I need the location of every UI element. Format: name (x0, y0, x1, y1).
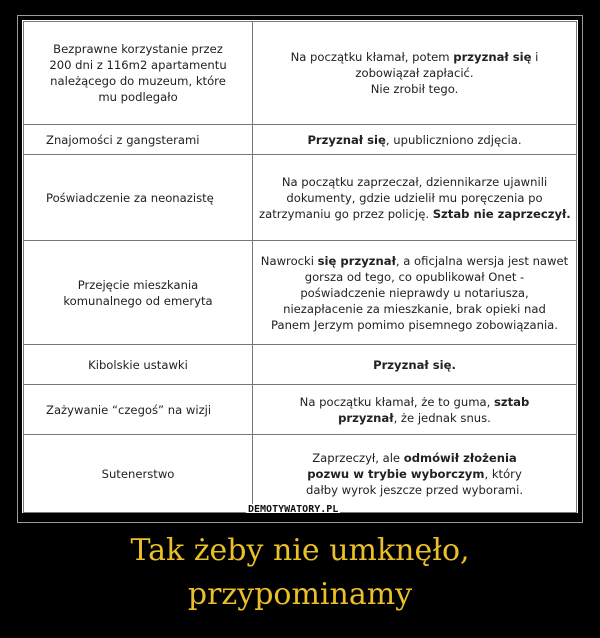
bold-text: Sztab nie zaprzeczył. (432, 206, 571, 221)
row-status-cell (253, 435, 577, 513)
status-line (259, 482, 570, 498)
row-topic-cell (24, 385, 253, 435)
text-segment: Na początku kłamał, że to guma, (299, 394, 494, 409)
table-body (24, 22, 577, 513)
table-row (24, 385, 577, 435)
text-segment: Nawrocki (260, 253, 318, 268)
caption-line-1: Tak żeby nie umknęło, (130, 533, 470, 568)
caption (0, 529, 600, 617)
bold-text: przyznał (338, 410, 394, 425)
topic-line: Bezprawne korzystanie przez (53, 42, 223, 56)
text-segment: zatrzymaniu go przez policję. (259, 206, 433, 221)
status-line (259, 410, 570, 426)
table-row (24, 155, 577, 241)
topic-line: należącego do muzeum, które (50, 74, 226, 88)
text-segment: dałby wyrok jeszcze przed wyborami. (305, 482, 524, 497)
text-segment: dokumenty, gdzie udzielił mu poręczenia po (286, 190, 543, 205)
watermark: DEMOTYWATORY.PL (246, 504, 340, 513)
table-row (24, 125, 577, 155)
topic-line: Zażywanie “czegoś” na wizji (46, 402, 212, 417)
topic-line: Przejęcie mieszkania (77, 277, 199, 292)
topic-line: 200 dni z 116m2 apartamentu (49, 58, 227, 72)
status-line (259, 65, 570, 81)
table-image (22, 20, 578, 513)
row-status-cell (253, 241, 577, 345)
status-line (259, 394, 570, 410)
bold-text: odmówił złożenia (403, 450, 517, 465)
row-topic-cell (24, 435, 253, 513)
status-line (259, 132, 570, 148)
text-segment: i (531, 50, 539, 64)
text-segment: zobowiązał zapłacić. (355, 66, 474, 80)
status-line (259, 285, 570, 301)
row-topic-cell (24, 125, 253, 155)
status-line (259, 269, 570, 285)
table-row (24, 241, 577, 345)
row-status-cell (253, 22, 577, 125)
bold-text: pozwu w trybie wyborczym (307, 466, 485, 481)
status-line (259, 301, 570, 317)
text-segment: , upubliczniono zdjęcia. (385, 132, 522, 147)
row-topic-cell (24, 22, 253, 125)
row-topic-cell (24, 155, 253, 241)
row-status-cell (253, 385, 577, 435)
text-segment: niezapłacenie za mieszkanie, brak opieki nad (283, 301, 546, 316)
topic-line: mu podlegało (98, 90, 178, 104)
bold-text: się przyznał (317, 253, 396, 268)
status-line (259, 466, 570, 482)
text-segment: Nie zrobił tego. (370, 82, 459, 96)
bold-text: Przyznał się. (373, 357, 456, 372)
status-line (259, 206, 570, 222)
topic-line: Sutenerstwo (101, 466, 175, 481)
text-segment: gorsza od tego, co opublikował Onet - (304, 269, 525, 284)
row-topic-cell (24, 345, 253, 385)
row-topic-cell (24, 241, 253, 345)
status-line (259, 253, 570, 269)
topic-line: Kibolskie ustawki (88, 357, 188, 372)
text-segment: , że jednak snus. (393, 410, 491, 425)
table-row (24, 22, 577, 125)
topic-line: Poświadczenie za neonazistę (46, 190, 214, 205)
status-line (259, 450, 570, 466)
text-segment: poświadczenie nieprawdy u notariusza, (300, 285, 529, 300)
text-segment: Na początku zaprzeczał, dziennikarze ujawnili (281, 174, 548, 189)
topic-line: Znajomości z gangsterami (46, 132, 200, 147)
row-status-cell (253, 125, 577, 155)
table-row (24, 345, 577, 385)
comparison-table (23, 21, 577, 513)
status-line (259, 49, 570, 65)
status-line (259, 174, 570, 190)
caption-line-2: przypominamy (187, 577, 413, 612)
topic-line: komunalnego od emeryta (63, 293, 213, 308)
bold-text: sztab (493, 394, 530, 409)
status-line (259, 317, 570, 333)
bold-text: Przyznał się (307, 132, 386, 147)
row-status-cell (253, 155, 577, 241)
bold-text: przyznał się (453, 50, 532, 64)
row-status-cell (253, 345, 577, 385)
status-line (259, 190, 570, 206)
text-segment: Panem Jerzym pomimo pisemnego zobowiązania. (271, 317, 558, 332)
table-row (24, 435, 577, 513)
text-segment: , który (484, 466, 522, 481)
text-segment: Zaprzeczył, ale (312, 450, 404, 465)
text-segment: Na początku kłamał, potem (290, 50, 454, 64)
status-line (259, 357, 570, 373)
status-line (259, 81, 570, 97)
text-segment: , a oficjalna wersja jest nawet (395, 253, 569, 268)
